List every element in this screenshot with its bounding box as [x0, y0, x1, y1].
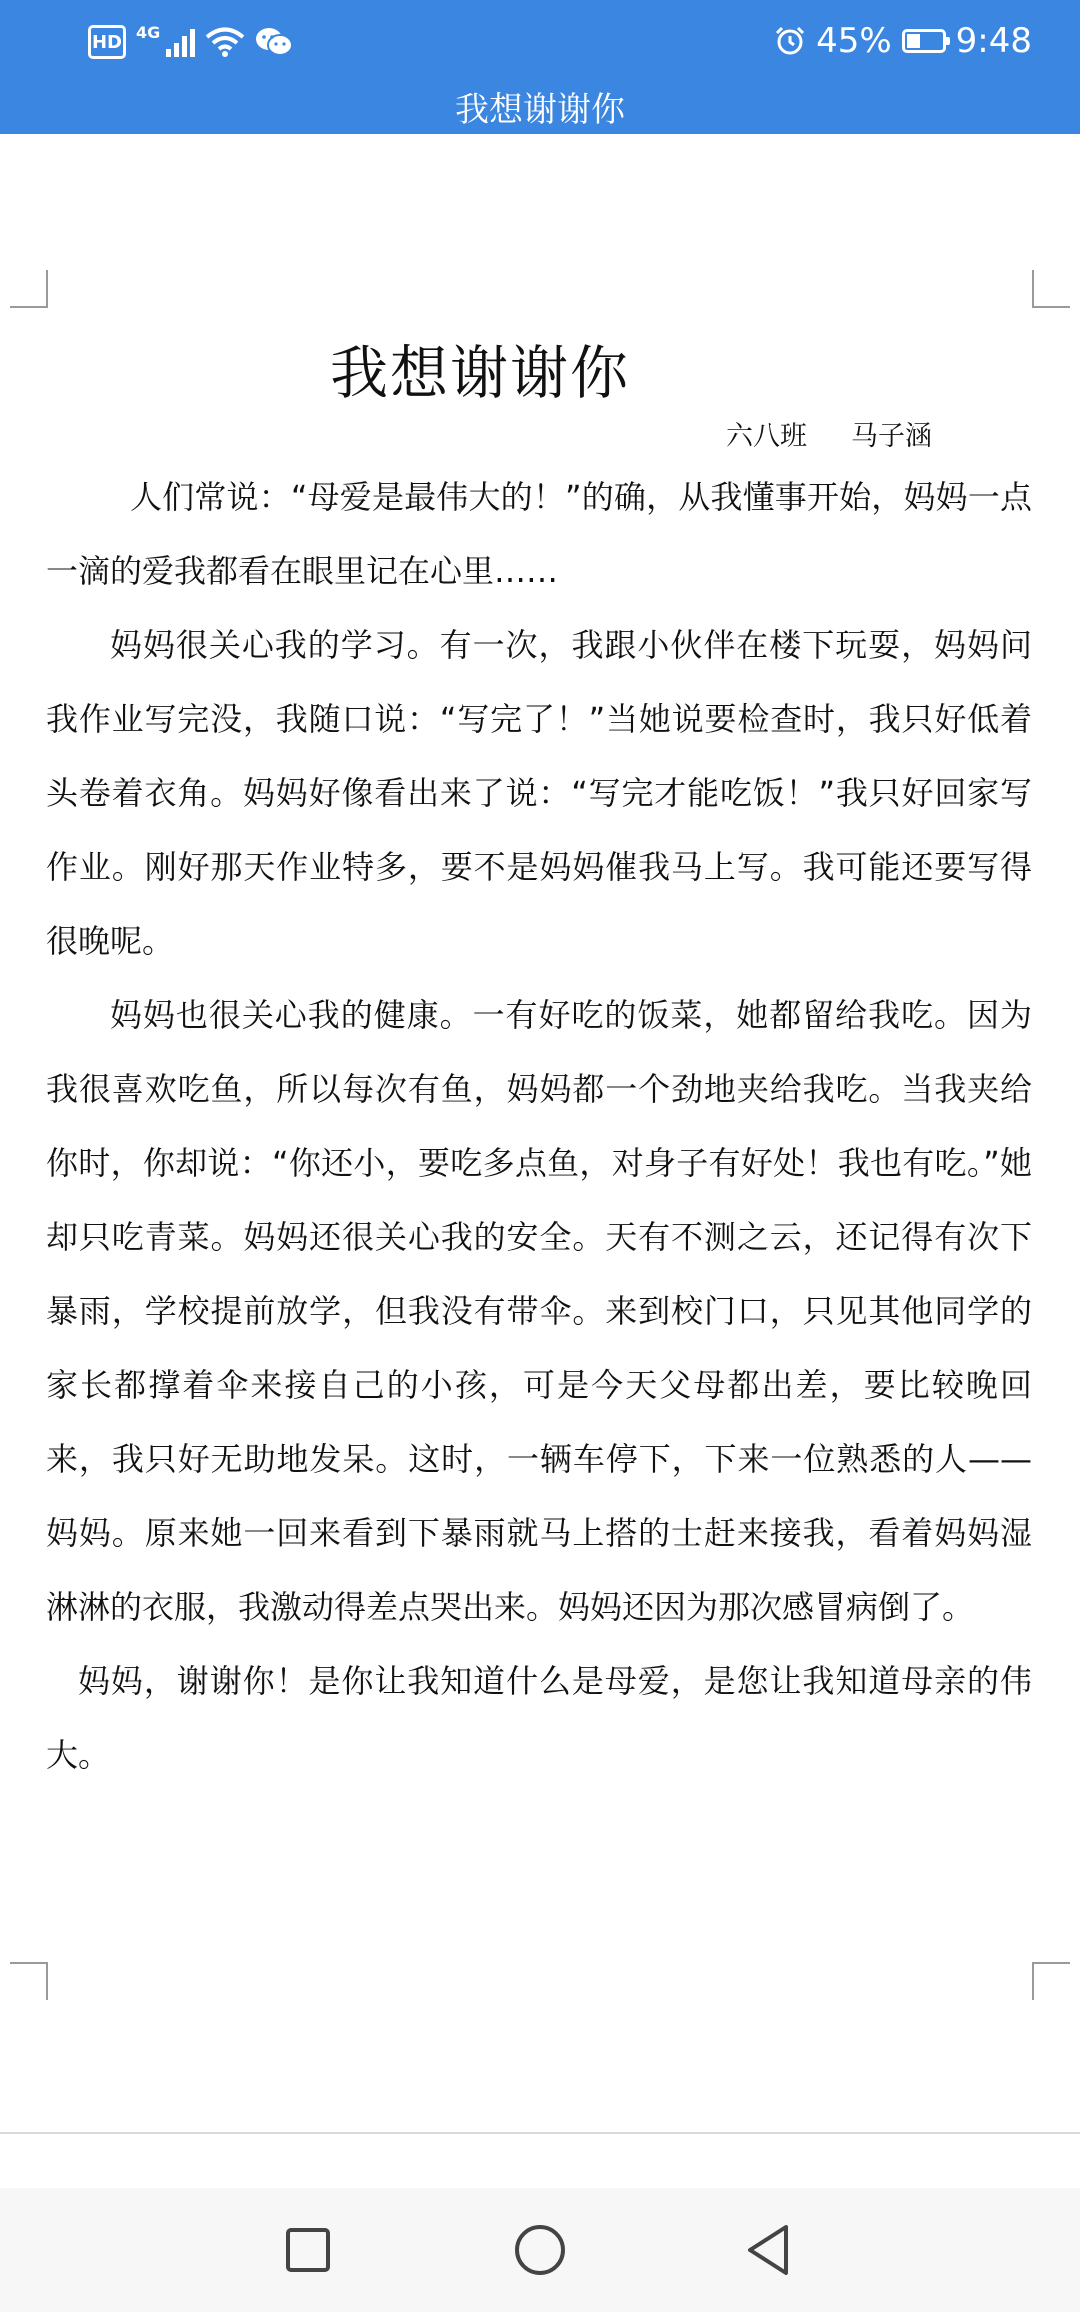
byline: [726, 414, 932, 453]
battery-icon: [902, 29, 946, 53]
battery-percent: 45%: [816, 21, 892, 61]
navigation-bar: [0, 2188, 1080, 2312]
paragraph: 人们常说：“母爱是最伟大的！”的确，从我懂事开始，妈妈一点一滴的爱我都看在眼里记在心里……: [46, 478, 1032, 590]
wechat-icon: [255, 26, 293, 58]
margin-corner-top-left: [10, 270, 48, 308]
signal-icon: [166, 27, 195, 57]
paragraph: 妈妈很关心我的学习。有一次，我跟小伙伴在楼下玩耍，妈妈问我作业写完没，我随口说：“写完了！”当她说要检查时，我只好低着头卷着衣角。妈妈好像看出来了说：“写完才能吃饭！”我只好回家写作业。刚好那天作业特多，要不是妈妈催我马上写。我可能还要写得很晚呢。: [46, 626, 1032, 960]
recent-apps-button[interactable]: [278, 2220, 338, 2280]
app-bar: [0, 0, 1080, 134]
hd-badge: HD: [88, 25, 126, 59]
paragraph: 妈妈，谢谢你！是你让我知道什么是母爱，是您让我知道母亲的伟大。: [46, 1662, 1032, 1774]
back-button[interactable]: [738, 2220, 798, 2280]
document-page[interactable]: [0, 134, 1080, 2134]
document-body: [46, 460, 1032, 1792]
author-name: 马子涵: [851, 421, 932, 452]
margin-corner-bottom-right: [1032, 1962, 1070, 2000]
triangle-back-icon: [744, 2223, 792, 2277]
clock: 9:48: [955, 21, 1032, 61]
circle-icon: [513, 2223, 567, 2277]
alarm-icon: [774, 25, 806, 57]
wifi-icon: [205, 26, 245, 58]
home-button[interactable]: [510, 2220, 570, 2280]
document-title: 我想谢谢你: [329, 339, 630, 407]
square-icon: [284, 2226, 332, 2274]
app-title: 我想谢谢你: [455, 90, 625, 130]
network-type: 4G: [136, 22, 161, 42]
margin-corner-bottom-left: [10, 1962, 48, 2000]
status-bar-left: [88, 22, 293, 62]
margin-corner-top-right: [1032, 270, 1070, 308]
paragraph: 妈妈也很关心我的健康。一有好吃的饭菜，她都留给我吃。因为我很喜欢吃鱼，所以每次有鱼，妈妈都一个劲地夹给我吃。当我夹给你时，你却说：“你还小，要吃多点鱼，对身子有好处！我也有吃。”她却只吃青菜。妈妈还很关心我的安全。天有不测之云，还记得有次下暴雨，学校提前放学，但我没有带伞。来到校门口，只见其他同学的家长都撑着伞来接自己的小孩，可是今天父母都出差，要比较晚回来，我只好无助地发呆。这时，一辆车停下，下来一位熟悉的人——妈妈。原来她一回来看到下暴雨就马上搭的士赶来接我，看着妈妈湿淋淋的衣服，我激动得差点哭出来。妈妈还因为那次感冒病倒了。: [46, 996, 1032, 1626]
class-name: 六八班: [726, 421, 807, 452]
status-bar-right: [774, 16, 1032, 66]
